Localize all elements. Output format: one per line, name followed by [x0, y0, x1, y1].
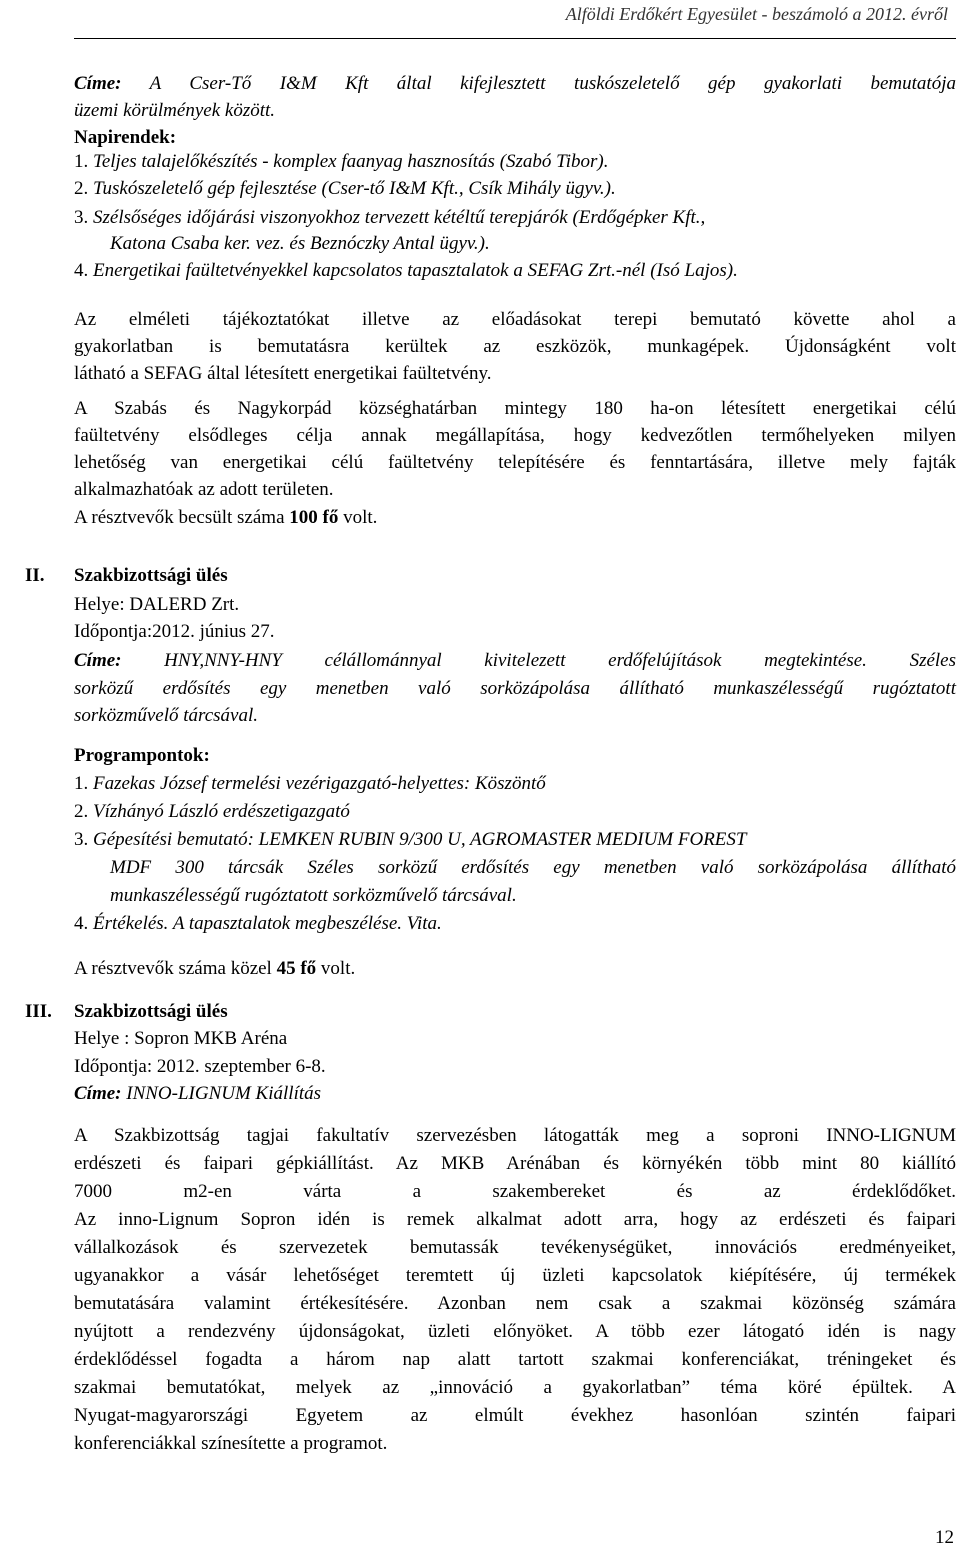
agenda-item-4: [74, 260, 738, 282]
item-number: 2.: [74, 801, 89, 822]
section3-body-line7: bemutatására valamint értékesítésére. Azonban nem csak a szakmai közönség számára: [74, 1293, 956, 1314]
title-text: HNY,NNY-HNY célállománnyal kivitelezett erdőfelújítások megtekintése. Széles: [121, 650, 956, 671]
title-text: INNO-LIGNUM Kiállítás: [121, 1083, 322, 1104]
para2-line3: lehetőség van energetikai célú faültetvény telepítésére és fenntartására, illetve mely fajták: [74, 452, 956, 473]
section3-date: Időpontja: 2012. szeptember 6-8.: [74, 1056, 326, 1077]
section2-title-line3: sorközművelő tárcsával.: [74, 705, 258, 726]
section3-body-line2: erdészeti és faipari gépkiállítást. Az MKB Arénában és környékén több mint 80 kiállító: [74, 1153, 956, 1174]
participants-count: 45 fő: [276, 958, 317, 979]
section2-place: Helye: DALERD Zrt.: [74, 594, 240, 615]
running-header: Alföldi Erdőkért Egyesület - beszámoló a 2012. évről: [565, 4, 948, 24]
section3-body-line3: 7000 m2-en várta a szakembereket és az érdeklődőket.: [74, 1181, 956, 1202]
section2-date: Időpontja:2012. június 27.: [74, 621, 275, 642]
program-item-3: [74, 829, 746, 851]
section3-body-line9: érdeklődéssel fogadta a három nap alatt tartott szakmai konferenciákat, tréningeket és: [74, 1349, 956, 1370]
section1-participants: [74, 507, 377, 529]
para1-line2: gyakorlatban is bemutatásra kerültek az eszközök, munkagépek. Újdonságként volt: [74, 336, 956, 357]
section3-body-line4: Az inno-Lignum Sopron idén is remek alkalmat adott arra, hogy az erdészeti és faipari: [74, 1209, 956, 1230]
program-item-3-cont2: munkaszélességű rugóztatott sorközművelő tárcsával.: [110, 885, 517, 906]
title-label: Címe:: [74, 650, 122, 671]
title-label: Címe:: [74, 73, 122, 94]
agenda-label: Napirendek:: [74, 127, 177, 148]
header-rule: [74, 38, 956, 39]
item-number: 1.: [74, 151, 89, 172]
agenda-item-3-cont: Katona Csaba ker. vez. és Beznóczky Antal ügyv.).: [110, 233, 490, 254]
program-item-3-cont1: MDF 300 tárcsák Széles sorközű erdősítés egy menetben való sorközápolása állítható: [110, 857, 956, 878]
item-text: Vízhányó László erdészetigazgató: [93, 801, 350, 822]
title-label: Címe:: [74, 1083, 122, 1104]
section3-body-line6: ugyanakkor a vásár lehetőséget teremtett új üzleti kapcsolatok kiépítésére, új termékek: [74, 1265, 956, 1286]
section3-title: [74, 1083, 321, 1105]
section3-body-line8: nyújtott a rendezvény újdonságokat, üzleti előnyöket. A több ezer látogató idén is nagy: [74, 1321, 956, 1342]
program-item-2: [74, 801, 350, 823]
item-number: 3.: [74, 207, 89, 228]
para2-line1: A Szabás és Nagykorpád községhatárban mintegy 180 ha-on létesített energetikai célú: [74, 398, 956, 419]
para1-line3: látható a SEFAG által létesített energetikai faültetvény.: [74, 363, 492, 384]
agenda-item-2: [74, 178, 616, 200]
para2-line4: alkalmazhatóak az adott területen.: [74, 479, 334, 500]
item-number: 4.: [74, 260, 89, 281]
item-text: Tuskószeletelő gép fejlesztése (Cser-tő I&M Kft., Csík Mihály ügyv.).: [93, 178, 616, 199]
program-item-1: [74, 773, 546, 795]
program-label: Programpontok:: [74, 745, 210, 766]
program-item-4: [74, 913, 442, 935]
section3-body-line1: A Szakbizottság tagjai fakultatív szervezésben látogatták meg a soproni INNO-LIGNUM: [74, 1125, 956, 1146]
section3-heading: Szakbizottsági ülés: [74, 1001, 228, 1022]
section3-body-line12: konferenciákkal színesítette a programot.: [74, 1433, 388, 1454]
section1-title-line2: üzemi körülmények között.: [74, 100, 276, 121]
item-text: Energetikai faültetvényekkel kapcsolatos tapasztalatok a SEFAG Zrt.-nél (Isó Lajos).: [93, 260, 738, 281]
section3-body-line10: szakmai bemutatókat, melyek az „innováció a gyakorlatban” téma köré épültek. A: [74, 1377, 956, 1398]
page-number: 12: [935, 1527, 954, 1548]
item-text: Értékelés. A tapasztalatok megbeszélése. Vita.: [93, 913, 442, 934]
section2-roman: II.: [25, 565, 45, 586]
section2-title-line2: sorközű erdősítés egy menetben való sorközápolása állítható munkaszélességű rugóztatott: [74, 678, 956, 699]
section2-participants: [74, 958, 355, 980]
agenda-item-3: [74, 207, 705, 229]
item-number: 4.: [74, 913, 89, 934]
section3-body-line5: vállalkozások és szervezetek bemutassák tevékenységüket, innovációs eredményeiket,: [74, 1237, 956, 1258]
section2-heading: Szakbizottsági ülés: [74, 565, 228, 586]
section3-place: Helye : Sopron MKB Aréna: [74, 1028, 288, 1049]
section3-body-line11: Nyugat-magyarországi Egyetem az elmúlt évekhez hasonlóan szintén faipari: [74, 1405, 956, 1426]
item-text: Teljes talajelőkészítés - komplex faanyag hasznosítás (Szabó Tibor).: [93, 151, 609, 172]
participants-suffix: volt.: [338, 507, 378, 528]
item-text: Gépesítési bemutató: LEMKEN RUBIN 9/300 U, AGROMASTER MEDIUM FOREST: [93, 829, 747, 850]
para2-line2: faültetvény elsődleges célja annak megállapítása, hogy kedvezőtlen termőhelyeken milyen: [74, 425, 956, 446]
title-text: A Cser-Tő I&M Kft által kifejlesztett tuskószeletelő gép gyakorlati bemutatója: [121, 73, 956, 94]
section2-title-line1: [74, 650, 956, 672]
item-number: 3.: [74, 829, 89, 850]
para1-line1: Az elméleti tájékoztatókat illetve az előadásokat terepi bemutató követte ahol a: [74, 309, 956, 330]
item-text: Szélsőséges időjárási viszonyokhoz tervezett kétéltű terepjárók (Erdőgépker Kft.,: [93, 207, 706, 228]
section1-title-line1: [74, 73, 956, 95]
participants-suffix: volt.: [316, 958, 356, 979]
participants-prefix: A résztvevők becsült száma: [74, 507, 290, 528]
item-number: 1.: [74, 773, 89, 794]
agenda-item-1: [74, 151, 608, 173]
section3-roman: III.: [25, 1001, 52, 1022]
item-text: Fazekas József termelési vezérigazgató-helyettes: Köszöntő: [93, 773, 546, 794]
participants-prefix: A résztvevők száma közel: [74, 958, 277, 979]
participants-count: 100 fő: [289, 507, 339, 528]
item-number: 2.: [74, 178, 89, 199]
